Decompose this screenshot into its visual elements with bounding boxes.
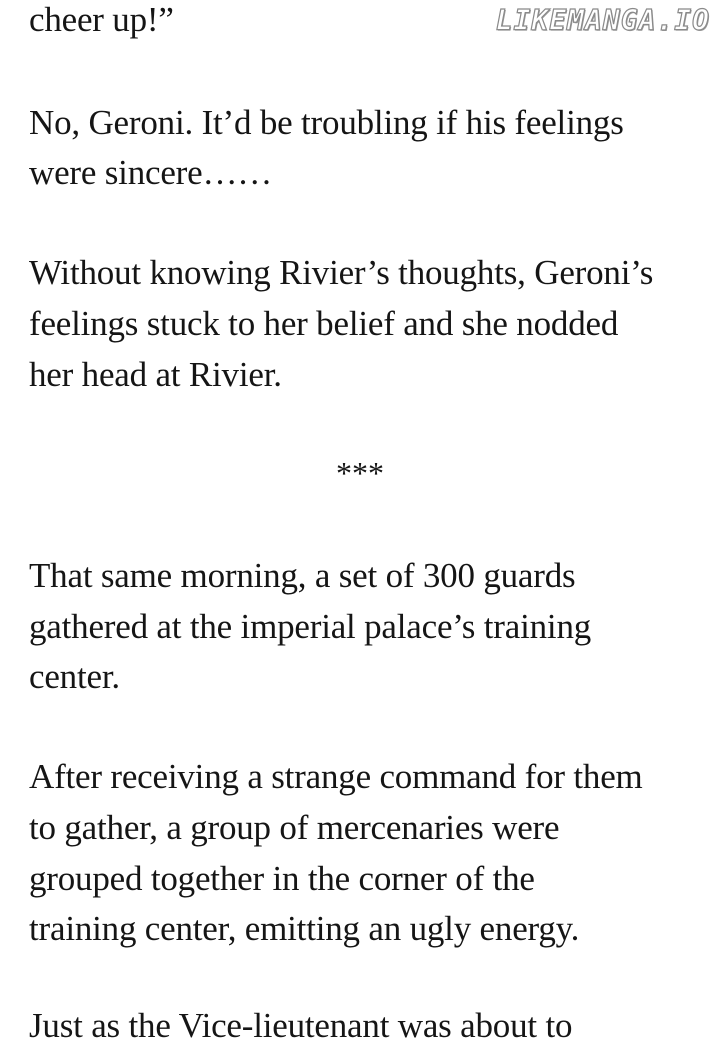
text-line-paragraph-4a: After receiving a strange command for them xyxy=(29,757,643,796)
text-line-paragraph-3a: That same morning, a set of 300 guards xyxy=(29,556,576,595)
scene-separator: *** xyxy=(336,455,384,491)
text-line-paragraph-1b: were sincere…… xyxy=(29,153,273,192)
text-line-paragraph-1a: No, Geroni. It’d be troubling if his feelings xyxy=(29,103,624,142)
text-line-paragraph-4b: to gather, a group of mercenaries were xyxy=(29,808,560,847)
text-line-paragraph-4d: training center, emitting an ugly energy. xyxy=(29,909,580,948)
text-line-paragraph-4c: grouped together in the corner of the xyxy=(29,859,535,898)
text-line-paragraph-2c: her head at Rivier. xyxy=(29,355,282,394)
text-line-paragraph-3c: center. xyxy=(29,657,120,696)
text-line-dialogue-end: cheer up!” xyxy=(29,0,174,39)
text-line-paragraph-5a-cut: Just as the Vice-lieutenant was about to xyxy=(29,1006,573,1045)
site-watermark: LIKEMANGA.IO xyxy=(495,4,710,37)
text-line-paragraph-3b: gathered at the imperial palace’s training xyxy=(29,607,592,646)
text-line-paragraph-2b: feelings stuck to her belief and she nodded xyxy=(29,304,619,343)
text-line-paragraph-2a: Without knowing Rivier’s thoughts, Geroni’s xyxy=(29,253,654,292)
